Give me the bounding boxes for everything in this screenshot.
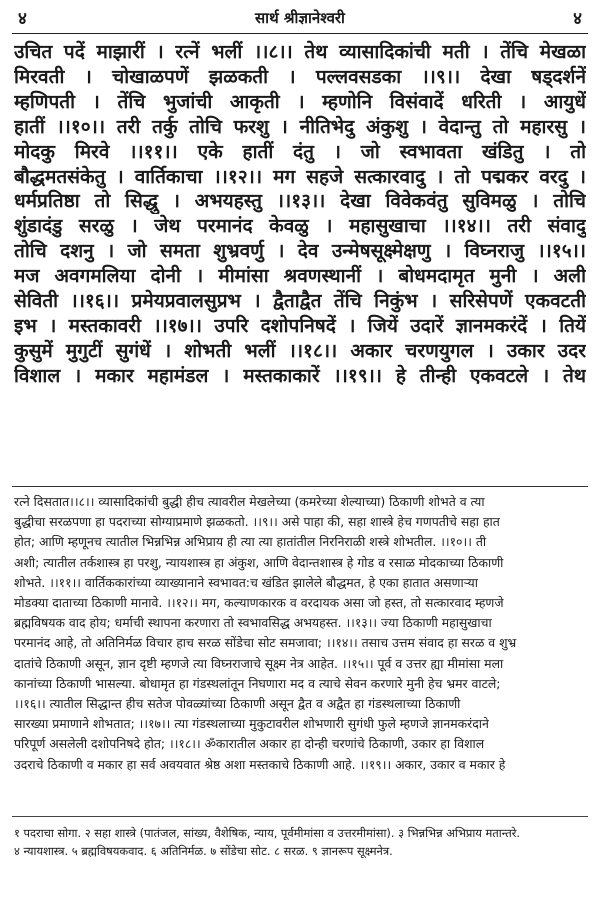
verse-line: मज अवगमलिया दोनी । मीमांसा श्रवणस्थानीं । बोधमदामृत मुनी । अली	[14, 265, 586, 288]
commentary-line: ब्रह्मविषयक वाद होय; धर्माची स्थापना करणारा तो स्वभावसिद्ध अभयहस्त. ।।१३।। ज्या ठिकाणी महासुखाचा	[14, 615, 492, 631]
commentary-line: बुद्धीचा सरळपणा हा पदराच्या सोग्याप्रमाणे झळकतो. ।।९।। असे पाहा की, सहा शास्त्रे हेच गणपतीचे सहा हात	[14, 514, 500, 530]
verse-line: शुंडादंडु सरळु । जेथ परमानंद केवळु । महासुखाचा ।।१४।। तरी संवादु	[14, 215, 586, 238]
footnote-rule	[12, 816, 588, 817]
footnote-line: १ पदराचा सोगा. २ सहा शास्त्रे (पातंजल, सांख्य, वैशेषिक, न्याय, पूर्वमीमांसा व उत्तरमीमांसा). ३ भिन्नभिन्न अभिप्राय मतान्तरे.	[14, 826, 521, 840]
commentary-line: कानांच्या ठिकाणी भासल्या. बोधामृत हा गंडस्थलांतून निघणारा मद व त्याचे सेवन करणारे मुनी हेच भ्रमर वाटले;	[14, 675, 501, 691]
verse-line: उचित पदें माझारीं । रत्नें भलीं ।।८।। तेथ व्यासादिकांची मती । तेंचि मेखळा	[14, 41, 586, 63]
commentary-line: ।।१६।। त्यातील सिद्धान्त हीच सतेज पोवळ्यांच्या ठिकाणी असून द्वैत व अद्वैत हा गंडस्थलाच्या ठिकाणी	[14, 696, 461, 712]
verse-line: सेविती ।।१६।। प्रमेयप्रवालसुप्रभ । द्वैताद्वैत तेंचि निकुंभ । सरिसेपणें एकवटती	[14, 290, 586, 313]
commentary-line: मोडक्या दाताच्या ठिकाणी मानावे. ।।१२।। मग, कल्याणकारक व वरदायक असा जो हस्त, तो सत्कारवाद म्हणजे	[14, 595, 504, 611]
verse-line: मोदकु मिरवे ।।११।। एके हातीं दंतु । जो स्वभावता खंडितु । तो	[14, 140, 586, 163]
commentary-line: होत; आणि म्हणूनच त्यातील भिन्नभिन्न अभिप्राय ही त्या त्या हातांतील निरनिराळी शस्त्रे शोभतील. ।।१०।। ती	[14, 534, 487, 550]
verse-line: मिरवती । चोखाळपणें झळकती । पल्लवसडका ।।९।। देखा षड्दर्शनें	[14, 65, 586, 88]
page-header	[12, 4, 588, 34]
verse-line: हातीं ।।१०।। तरी तर्कु तोचि फरशु । नीतिभेदु अंकुशु । वेदान्तु तो महारसु ।	[14, 115, 586, 138]
footnotes-block	[14, 824, 586, 860]
verse-line: इभ । मस्तकावरी ।।१७।। उपरि दशोपनिषदें । जियें उदारें ज्ञानमकरंदें । तियें	[14, 314, 586, 337]
verse-line: म्हणिपती । तेंचि भुजांची आकृती । म्हणोनि विसंवादें धरिती । आयुधें	[14, 90, 586, 113]
commentary-line: अशी; त्यातील तर्कशास्त्र हा परशु, न्यायशास्त्र हा अंकुश, आणि वेदान्तशास्त्र हे गोड व रसाळ मोदकाच्या ठिकाणी	[14, 554, 504, 570]
commentary-line: परमानंद आहे, तो अतिनिर्मळ विचार हाच सरळ सोंडेचा सोट समजावा; ।।१४।। तसाच उत्तम संवाद हा सरळ व शुभ्र	[14, 635, 517, 651]
verse-block	[14, 40, 586, 389]
page-number-right: ४	[573, 9, 582, 29]
verse-line: विशाल । मकार महामंडल । मस्तकाकारें ।।१९।। हे तीन्ही एकवटले । तेथ	[14, 364, 586, 387]
commentary-line: शोभते. ।।११।। वार्तिककारांच्या व्याख्यानाने स्वभावत:च खंडित झालेले बौद्धमत, हे एका हातात असणाऱ्या	[14, 574, 478, 590]
verse-line: कुसुमें मुगुटीं सुगंधें । शोभती भलीं ।।१८।। अकार चरणयुगल । उकार उदर	[14, 339, 586, 362]
header-rule	[12, 33, 588, 34]
verse-line: धर्मप्रतिष्ठा तो सिद्धु । अभयहस्तु ।।१३।। देखा विवेकवंतु सुविमळु । तोचि	[14, 190, 586, 213]
verse-commentary-divider	[12, 486, 588, 487]
verse-line: तोचि दशनु । जो समता शुभ्रवर्णु । देव उन्मेषसूक्ष्मेक्षणु । विघ्नराजु ।।१५।।	[14, 240, 586, 263]
commentary-line: दातांचे ठिकाणी असून, ज्ञान दृष्टी म्हणजे त्या विघ्नराजाचे सूक्ष्म नेत्र आहेत. ।।१५।। पूर्व व उत्तर ह्या मीमांसा मला	[14, 655, 504, 671]
running-title: सार्थ श्रीज्ञानेश्वरी	[255, 9, 345, 27]
page-number-left: ४	[18, 9, 27, 29]
commentary-line: रत्ने दिसतात।।८।। व्यासादिकांची बुद्धी हीच त्यावरील मेखलेच्या (कमरेच्या शेल्याच्या) ठिकाणी शोभते व त्या	[14, 494, 485, 509]
footnote-line: ४ न्यायशास्त्र. ५ ब्रह्मविषयकवाद. ६ अतिनिर्मळ. ७ सोंडेचा सोट. ८ सरळ. ९ ज्ञानरूप सूक्ष्मनेत्र.	[14, 844, 393, 858]
commentary-line: परिपूर्ण असलेली दशोपनिषदे होत; ।।१८।। ॐकारातील अकार हा दोन्ही चरणांचे ठिकाणी, उकार हा विशाल	[14, 736, 485, 752]
commentary-block	[14, 492, 586, 775]
commentary-line: उदराचे ठिकाणी व मकार हा सर्व अवयवात श्रेष्ठ अशा मस्तकाचे ठिकाणी आहे. ।।१९।। अकार, उकार व मकार हे	[14, 756, 506, 772]
verse-line: बौद्धमतसंकेतु । वार्तिकाचा ।।१२।। मग सहजे सत्कारवादु । तो पद्मकर वरदु ।	[14, 165, 586, 188]
commentary-line: सारख्या प्रमाणाने शोभतात; ।।१७।। त्या गंडस्थलाच्या मुकुटावरील शोभणारी सुगंधी फुले म्हणजे ज्ञानमकरंदाने	[14, 716, 489, 732]
